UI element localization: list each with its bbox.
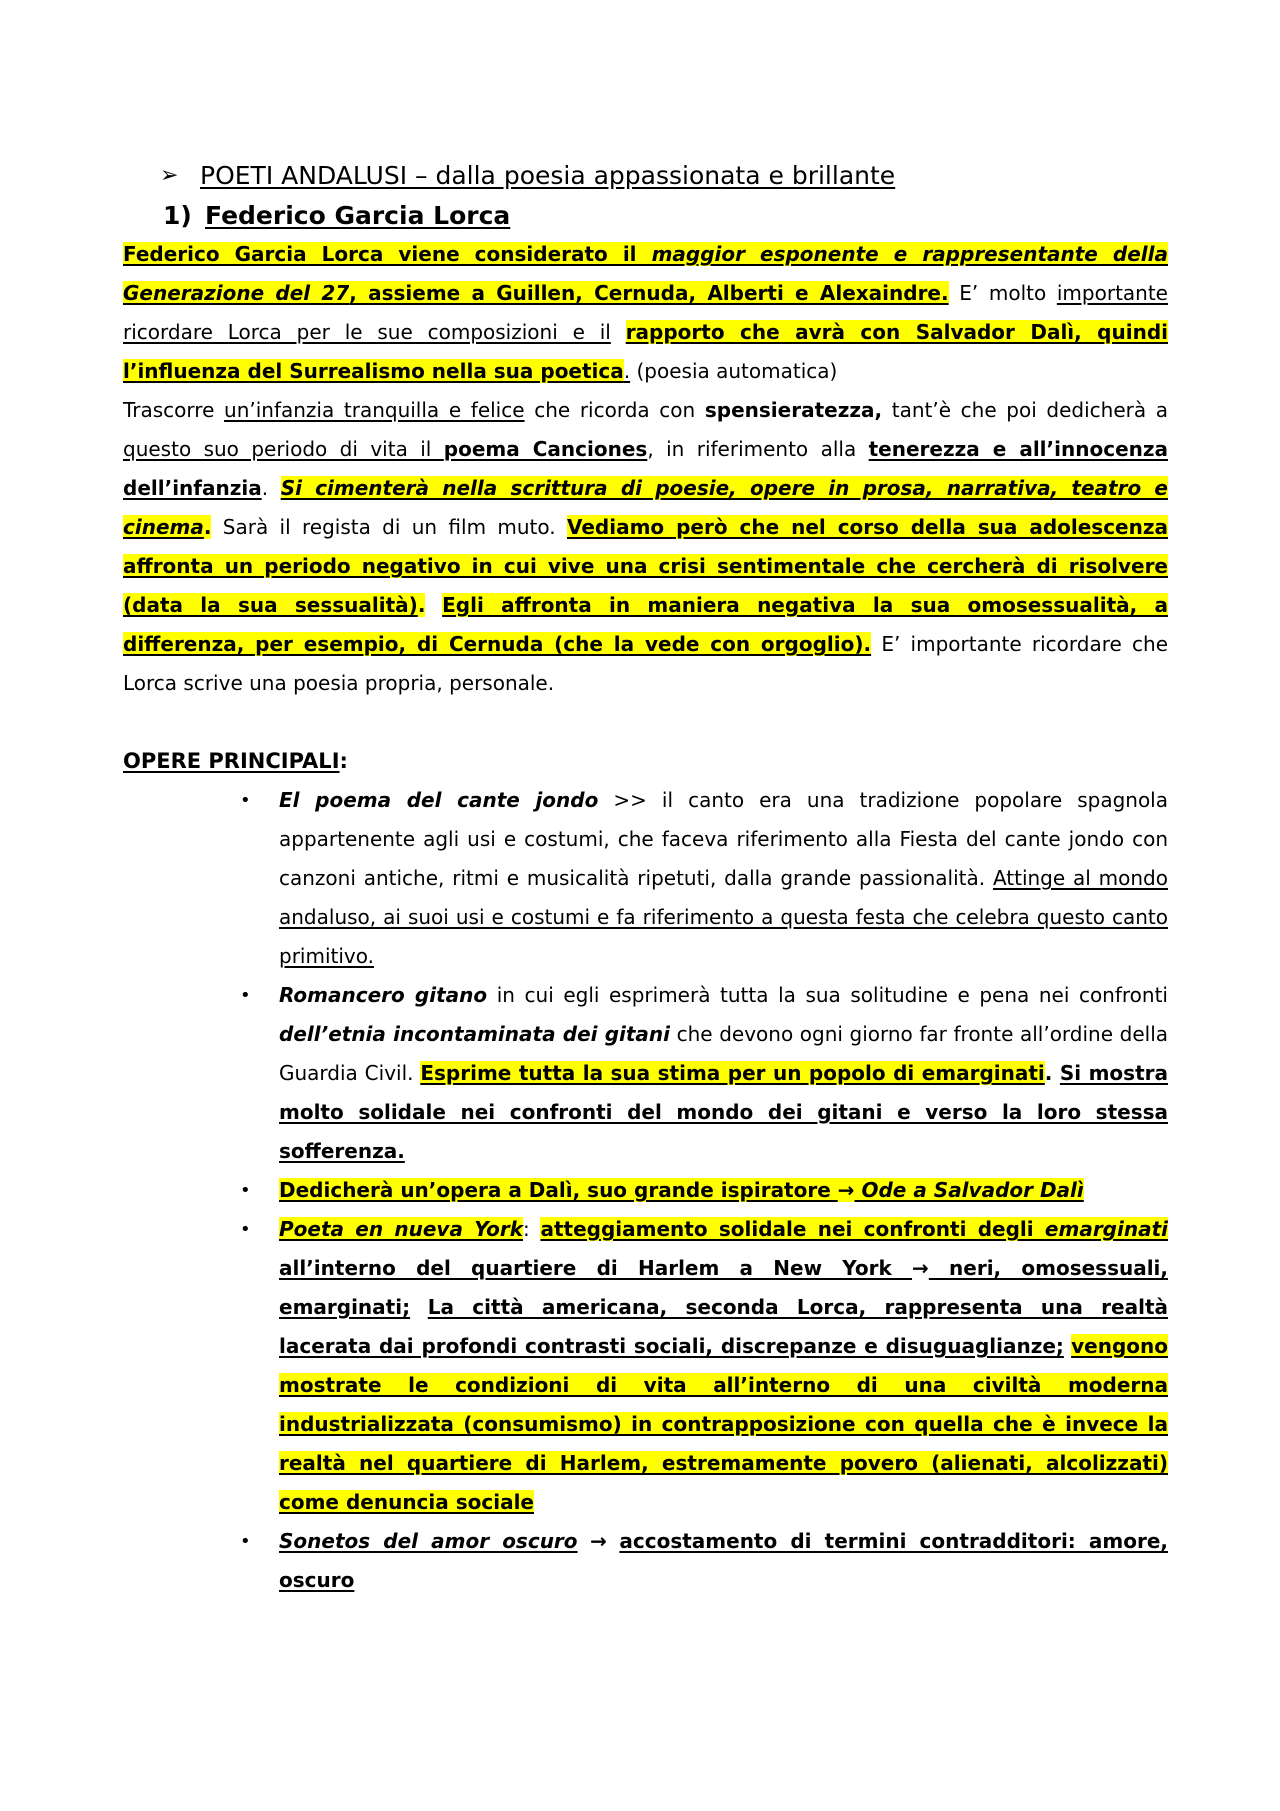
work-text: Esprime tutta la sua stima per un popolo di emarginati: [420, 1061, 1045, 1085]
intro-text: Federico Garcia Lorca viene considerato il: [123, 242, 652, 266]
bullet-icon: •: [240, 1180, 251, 1201]
intro-text: poema Canciones: [443, 437, 648, 461]
section-heading: [123, 155, 1168, 195]
work-text: [578, 1529, 591, 1553]
work-text: [607, 1529, 620, 1553]
work-text: .: [1044, 1061, 1060, 1085]
bullet-icon: •: [240, 790, 251, 811]
work-text: all’interno del quartiere di Harlem a New York: [279, 1256, 913, 1280]
work-text: Dedicherà un’opera a Dalì, suo grande ispiratore: [279, 1178, 838, 1202]
intro-text: Egli affronta in maniera negativa la sua omosessualità, a differenza, per esempio, di Cernuda (che la vede con orgoglio).: [123, 593, 1169, 656]
intro-text: spensieratezza,: [704, 398, 883, 422]
intro-text: questo suo periodo di vita il: [123, 437, 444, 461]
arrow-right-icon: →: [837, 1178, 855, 1202]
works-list: [123, 781, 1168, 1600]
intro-text: tant’è che poi dedicherà a: [882, 398, 1169, 422]
work-text: che devono ogni giorno far fronte all’ordine della Guardia Civil.: [279, 1022, 1168, 1085]
intro-text: .: [417, 593, 426, 617]
work-text: accostamento di termini contradditori: amore, oscuro: [279, 1529, 1169, 1592]
heading-title: POETI ANDALUSI – dalla poesia appassionata e brillante: [200, 160, 896, 190]
work-text: dell’etnia incontaminata dei gitani: [279, 1022, 671, 1046]
subheading-title: Federico Garcia Lorca: [205, 200, 511, 230]
intro-text: .: [623, 359, 631, 383]
work-text: vengono mostrate le condizioni di vita all’interno di una civiltà moderna industrializzata (consumismo) in contrapposizione con quella che è invece la realtà nel quartiere di Harlem, estremamente povero (alienati, alcolizzati) come denuncia sociale: [279, 1334, 1168, 1514]
intro-text: un’infanzia tranquilla e felice: [224, 398, 525, 422]
work-text: neri, omosessuali, emarginati;: [279, 1256, 1169, 1319]
intro-text: (poesia automatica): [630, 359, 838, 383]
work-title: El poema del cante jondo: [279, 788, 599, 812]
intro-text: , assieme a Guillen, Cernuda, Alberti e Alexaindre.: [349, 281, 949, 305]
intro-text: [425, 593, 442, 617]
list-item: [240, 1210, 1169, 1522]
intro-text: E’ importante ricordare che Lorca scrive una poesia propria, personale.: [123, 632, 1168, 695]
intro-text: Si cimenterà nella scrittura di poesie, opere in prosa, narrativa, teatro e cinema: [123, 476, 1168, 539]
works-title-colon: :: [339, 749, 348, 773]
intro-text: , in riferimento alla: [647, 437, 869, 461]
work-title: Romancero gitano: [279, 983, 488, 1007]
document-page: [123, 155, 1168, 1600]
work-text: in cui egli esprimerà tutta la sua solitudine e pena nei confronti: [487, 983, 1168, 1007]
work-text: La città americana, seconda Lorca, rappresenta una realtà lacerata dai profondi contrasti sociali, discrepanze e disuguaglianze;: [279, 1295, 1169, 1358]
works-title-text: OPERE PRINCIPALI: [123, 749, 340, 773]
bullet-icon: •: [240, 1531, 251, 1552]
intro-text: .: [203, 515, 212, 539]
intro-text: .: [261, 476, 281, 500]
list-item: [240, 976, 1168, 1171]
subheading-number: 1): [163, 200, 192, 230]
work-text: Attinge al mondo andaluso, ai suoi usi e costumi e fa riferimento a questa festa che celebra questo canto primitivo.: [279, 866, 1168, 968]
intro-text: maggior esponente e rappresentante della Generazione del 27: [123, 242, 1168, 305]
intro-paragraph: [123, 235, 1168, 703]
work-title: Poeta en nueva York: [279, 1217, 524, 1241]
bullet-icon: •: [240, 985, 251, 1006]
intro-text: rapporto che avrà con Salvador Dalì, quindi l’influenza del Surrealismo nella sua poetica: [123, 320, 1169, 383]
intro-text: [611, 320, 626, 344]
intro-text: Vediamo però che nel corso della sua adolescenza affronta un periodo negativo in cui vive una crisi sentimentale che cercherà di risolvere (data la sua sessualità): [123, 515, 1168, 617]
intro-text: tenerezza e all’innocenza dell’infanzia: [123, 437, 1169, 500]
work-title: Ode a Salvador Dalì: [854, 1178, 1084, 1202]
arrow-right-icon: →: [912, 1256, 929, 1280]
list-item: [240, 1522, 1169, 1600]
intro-text: Trascorre: [123, 398, 225, 422]
arrow-right-icon: →: [590, 1529, 607, 1553]
list-item: [240, 781, 1168, 976]
work-text: [410, 1295, 428, 1319]
list-item: [240, 1171, 1168, 1210]
works-section-title: [123, 742, 1168, 781]
bullet-icon: •: [240, 1219, 251, 1240]
work-text: >> il canto era una tradizione popolare spagnola appartenente agli usi e costumi, che faceva riferimento alla Fiesta del cante jondo con canzoni antiche, ritmi e musicalità ripetuti, dalla grande passionalità.: [279, 788, 1168, 890]
work-text: Si mostra molto solidale nei confronti del mondo dei gitani e verso la loro stessa sofferenza.: [279, 1061, 1168, 1163]
work-text: emarginati: [1044, 1217, 1169, 1241]
intro-text: E’ molto: [948, 281, 1057, 305]
arrow-bullet-icon: ➢: [160, 162, 179, 188]
work-text: :: [523, 1217, 541, 1241]
intro-text: importante ricordare Lorca per le sue composizioni e il: [123, 281, 1168, 344]
subheading: [123, 195, 1168, 235]
work-text: atteggiamento solidale nei confronti degli: [540, 1217, 1045, 1241]
intro-text: Sarà il regista di un film muto.: [211, 515, 567, 539]
work-title: Sonetos del amor oscuro: [279, 1529, 578, 1553]
intro-text: che ricorda con: [524, 398, 705, 422]
